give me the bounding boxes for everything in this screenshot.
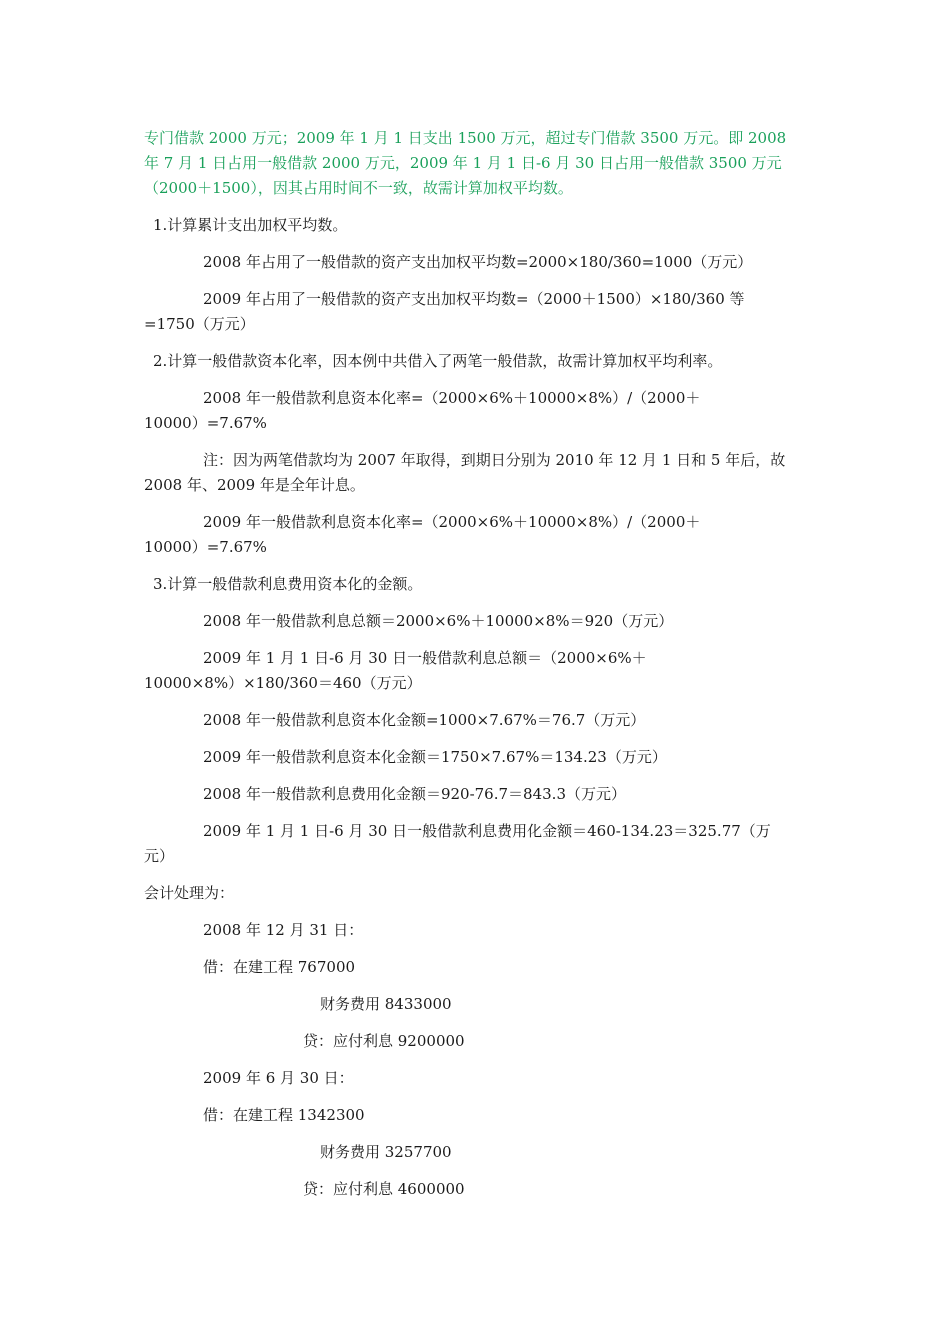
section3-item2-line1: 2009 年 1 月 1 日-6 月 30 日一般借款利息总额＝（2000×6%＋ bbox=[203, 649, 647, 667]
intro-line-3: （2000＋1500），因其占用时间不一致，故需计算加权平均数。 bbox=[144, 179, 573, 197]
section1-item2-line1: 2009 年占用了一般借款的资产支出加权平均数=（2000＋1500）×180/360 等 bbox=[203, 290, 745, 308]
entry1-debit-finance-cost: 财务费用 8433000 bbox=[320, 995, 452, 1013]
section2-item1-line2: 10000）=7.67% bbox=[144, 414, 267, 432]
section2-heading: 2.计算一般借款资本化率，因本例中共借入了两笔一般借款，故需计算加权平均利率。 bbox=[153, 352, 723, 370]
section3-item2-line2: 10000×8%）×180/360＝460（万元） bbox=[144, 674, 422, 692]
section1-item2-line2: =1750（万元） bbox=[144, 315, 255, 333]
section2-item2-line2: 10000）=7.67% bbox=[144, 538, 267, 556]
section3-item3: 2008 年一般借款利息资本化金额=1000×7.67%＝76.7（万元） bbox=[203, 711, 646, 729]
entry1-date: 2008 年 12 月 31 日： bbox=[203, 921, 364, 939]
section2-note-line1: 注：因为两笔借款均为 2007 年取得，到期日分别为 2010 年 12 月 1 日和 5 年后，故 bbox=[203, 451, 786, 469]
section3-heading: 3.计算一般借款利息费用资本化的金额。 bbox=[153, 575, 423, 593]
section3-item6-line2: 元） bbox=[144, 847, 175, 865]
entry1-credit-interest-payable: 贷：应付利息 9200000 bbox=[303, 1032, 465, 1050]
section2-item2-line1: 2009 年一般借款利息资本化率=（2000×6%＋10000×8%）/（2000＋ bbox=[203, 513, 701, 531]
section3-item5: 2008 年一般借款利息费用化金额＝920-76.7＝843.3（万元） bbox=[203, 785, 626, 803]
accounting-heading: 会计处理为： bbox=[144, 884, 235, 902]
intro-line-1: 专门借款 2000 万元；2009 年 1 月 1 日支出 1500 万元，超过专门借款 3500 万元。即 2008 bbox=[144, 129, 787, 147]
entry2-credit-interest-payable: 贷：应付利息 4600000 bbox=[303, 1180, 465, 1198]
intro-line-2: 年 7 月 1 日占用一般借款 2000 万元，2009 年 1 月 1 日-6 月 30 日占用一般借款 3500 万元 bbox=[144, 154, 782, 172]
section3-item4: 2009 年一般借款利息资本化金额＝1750×7.67%＝134.23（万元） bbox=[203, 748, 667, 766]
section1-heading: 1.计算累计支出加权平均数。 bbox=[153, 216, 348, 234]
section1-item1: 2008 年占用了一般借款的资产支出加权平均数=2000×180/360=1000（万元） bbox=[203, 253, 753, 271]
entry2-debit-construction: 借：在建工程 1342300 bbox=[203, 1106, 365, 1124]
section3-item1: 2008 年一般借款利息总额＝2000×6%＋10000×8%＝920（万元） bbox=[203, 612, 674, 630]
entry1-debit-construction: 借：在建工程 767000 bbox=[203, 958, 356, 976]
section2-note-line2: 2008 年、2009 年是全年计息。 bbox=[144, 476, 365, 494]
section2-item1-line1: 2008 年一般借款利息资本化率=（2000×6%＋10000×8%）/（2000＋ bbox=[203, 389, 701, 407]
entry2-debit-finance-cost: 财务费用 3257700 bbox=[320, 1143, 452, 1161]
section3-item6-line1: 2009 年 1 月 1 日-6 月 30 日一般借款利息费用化金额＝460-134.23＝325.77（万 bbox=[203, 822, 771, 840]
entry2-date: 2009 年 6 月 30 日： bbox=[203, 1069, 354, 1087]
